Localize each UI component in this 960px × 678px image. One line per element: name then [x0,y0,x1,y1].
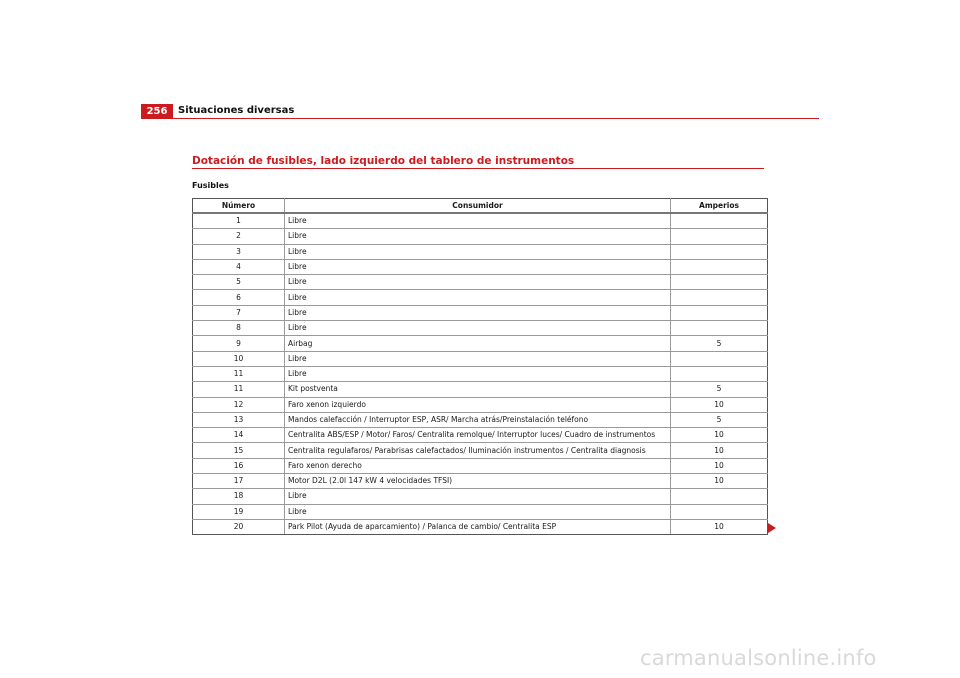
fuse-amperes-cell [671,275,768,290]
fuse-consumer-cell: Mandos calefacción / Interruptor ESP, ASR/ Marcha atrás/Preinstalación teléfono [285,412,671,427]
table-row [193,213,768,229]
fuse-amperes-cell: 10 [671,397,768,412]
fuse-number-cell: 11 [193,382,285,397]
table-row [193,305,768,320]
table-row [193,382,768,397]
fuse-consumer-cell: Libre [285,504,671,519]
column-header-number: Número [193,199,285,214]
fuse-number-cell: 10 [193,351,285,366]
fuse-amperes-cell [671,366,768,381]
fuse-amperes-cell [671,321,768,336]
page-number: 256 [141,104,173,118]
table-row [193,443,768,458]
fuse-consumer-cell: Faro xenon izquierdo [285,397,671,412]
fuse-amperes-cell: 10 [671,428,768,443]
table-row [193,336,768,351]
fuse-table [192,198,768,535]
fuse-number-cell: 19 [193,504,285,519]
fuse-amperes-cell [671,489,768,504]
fuse-consumer-cell: Libre [285,229,671,244]
fuse-number-cell: 15 [193,443,285,458]
table-row [193,351,768,366]
fuse-consumer-cell: Libre [285,244,671,259]
fuse-amperes-cell: 5 [671,336,768,351]
fuse-amperes-cell: 10 [671,519,768,534]
fuse-consumer-cell: Libre [285,259,671,274]
next-page-arrow-icon[interactable] [768,523,776,533]
fuse-number-cell: 11 [193,366,285,381]
fuse-amperes-cell: 10 [671,443,768,458]
section-divider [192,168,764,169]
table-row [193,397,768,412]
fuse-number-cell: 1 [193,213,285,229]
fuse-consumer-cell: Airbag [285,336,671,351]
table-row [193,458,768,473]
fuse-number-cell: 17 [193,474,285,489]
table-row [193,290,768,305]
table-row [193,474,768,489]
fuse-amperes-cell [671,259,768,274]
fuse-consumer-cell: Park Pilot (Ayuda de aparcamiento) / Palanca de cambio/ Centralita ESP [285,519,671,534]
table-row [193,275,768,290]
fuse-amperes-cell [671,305,768,320]
fuse-amperes-cell: 10 [671,474,768,489]
fuse-amperes-cell [671,290,768,305]
table-row [193,428,768,443]
fuse-amperes-cell [671,229,768,244]
fuse-number-cell: 6 [193,290,285,305]
fuse-number-cell: 9 [193,336,285,351]
table-row [193,321,768,336]
fuse-consumer-cell: Libre [285,321,671,336]
fuse-amperes-cell [671,504,768,519]
fuse-number-cell: 20 [193,519,285,534]
fuse-consumer-cell: Libre [285,275,671,290]
fuse-amperes-cell [671,213,768,229]
section-title: Dotación de fusibles, lado izquierdo del tablero de instrumentos [192,155,575,167]
fuse-consumer-cell: Libre [285,213,671,229]
fuse-number-cell: 3 [193,244,285,259]
fuse-number-cell: 4 [193,259,285,274]
fuse-table-body [193,213,768,535]
table-row [193,366,768,381]
fuse-amperes-cell [671,351,768,366]
fuse-amperes-cell: 5 [671,412,768,427]
chapter-title: Situaciones diversas [178,105,295,116]
fuse-consumer-cell: Motor D2L (2.0l 147 kW 4 velocidades TFSI) [285,474,671,489]
table-header-row [193,199,768,214]
fuse-consumer-cell: Libre [285,305,671,320]
fuse-consumer-cell: Kit postventa [285,382,671,397]
fuse-consumer-cell: Libre [285,489,671,504]
fuse-consumer-cell: Libre [285,351,671,366]
fuse-amperes-cell: 10 [671,458,768,473]
header-divider [141,118,819,119]
watermark: carmanualsonline.info [640,646,877,670]
fuse-consumer-cell: Centralita ABS/ESP / Motor/ Faros/ Centralita remolque/ Interruptor luces/ Cuadro de instrumentos [285,428,671,443]
fuses-subheading: Fusibles [192,181,229,190]
fuse-consumer-cell: Libre [285,366,671,381]
column-header-amperes: Amperios [671,199,768,214]
table-row [193,244,768,259]
column-header-consumer: Consumidor [285,199,671,214]
fuse-consumer-cell: Libre [285,290,671,305]
fuse-number-cell: 2 [193,229,285,244]
fuse-number-cell: 7 [193,305,285,320]
fuse-consumer-cell: Faro xenon derecho [285,458,671,473]
table-row [193,229,768,244]
fuse-number-cell: 5 [193,275,285,290]
fuse-number-cell: 18 [193,489,285,504]
table-row [193,412,768,427]
fuse-number-cell: 12 [193,397,285,412]
table-row [193,489,768,504]
fuse-number-cell: 13 [193,412,285,427]
fuse-amperes-cell: 5 [671,382,768,397]
fuse-number-cell: 14 [193,428,285,443]
table-row [193,504,768,519]
fuse-consumer-cell: Centralita regulafaros/ Parabrisas calefactados/ Iluminación instrumentos / Centralita diagnosis [285,443,671,458]
table-row [193,259,768,274]
fuse-number-cell: 16 [193,458,285,473]
table-row [193,519,768,534]
fuse-number-cell: 8 [193,321,285,336]
fuse-amperes-cell [671,244,768,259]
